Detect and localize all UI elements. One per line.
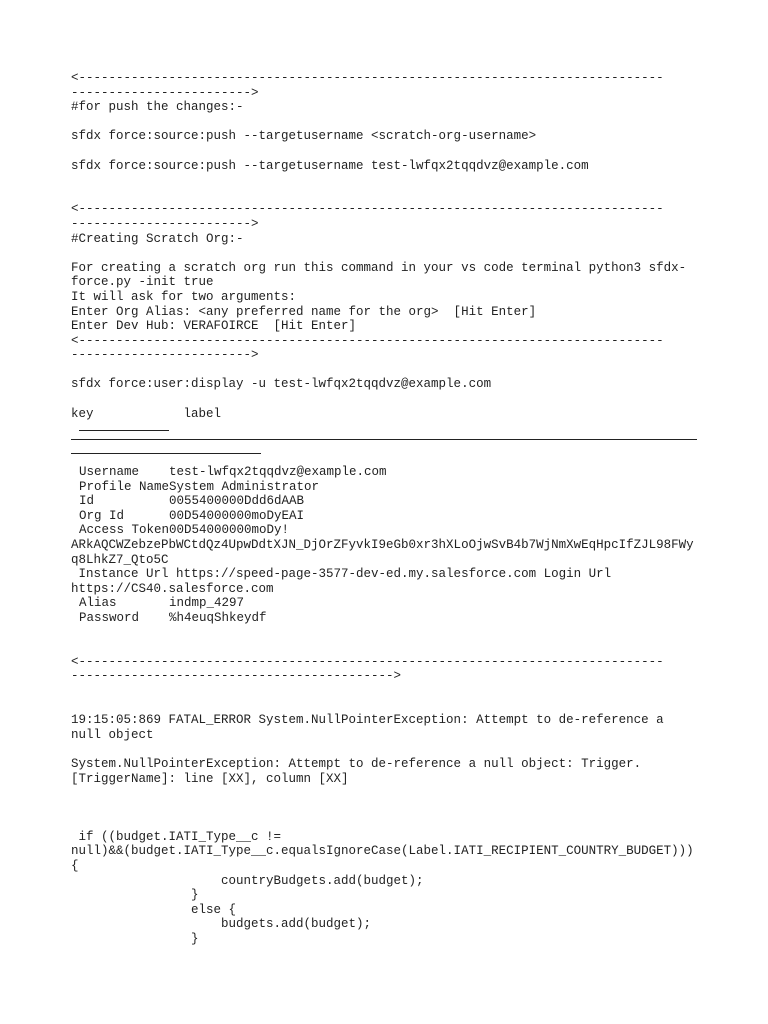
separator-line: ------------------------> [71,85,259,100]
separator-line: -------------------------------------------> [71,669,402,684]
row-value: test-lwfqx2tqqdvz@example.com [169,465,387,480]
error-log-line: null object [71,727,154,742]
scratch-description: force.py -init true [71,275,214,290]
error-log-line: System.NullPointerException: Attempt to de-reference a null object: Trigger. [71,756,642,771]
code-line: budgets.add(budget); [71,917,372,932]
scratch-description: It will ask for two arguments: [71,289,297,304]
code-line: null)&&(budget.IATI_Type__c.equalsIgnoreCase(Label.IATI_RECIPIENT_COUNTRY_BUDGET))) [71,844,694,859]
row-key: Password [79,610,140,625]
table-rule [71,450,701,465]
table-row [71,465,701,480]
row-value: indmp_4297 [169,596,245,611]
document-page [71,71,701,947]
table-row [71,494,701,509]
scratch-description: Enter Org Alias: <any preferred name for the org> [Hit Enter] [71,304,537,319]
code-line: countryBudgets.add(budget); [71,873,424,888]
scratch-description: Enter Dev Hub: VERAFOIRCE [Hit Enter] [71,319,357,334]
instance-url-line: Instance Url https://speed-page-3577-dev-ed.my.salesforce.com Login Url [71,567,612,582]
table-row [71,509,701,524]
separator-line: <------------------------------------------------------------------------------ [71,71,664,85]
row-key: Id [79,494,95,509]
row-key: Access Token [79,523,170,538]
login-url-continuation: https://CS40.salesforce.com [71,581,274,596]
code-line: else { [71,902,237,917]
row-key: Alias [79,596,117,611]
row-key: Org Id [79,508,125,523]
token-continuation: ARkAQCWZebzePbWCtdQz4UpwDdtXJN_DjOrZFyvkI9eGb0xr3hXLoOjwSvB4b7WjNmXwEqHpcIfZJL98FWy [71,538,694,552]
scratch-description: For creating a scratch org run this command in your vs code terminal python3 sfdx- [71,260,687,275]
row-value: System Administrator [169,479,320,494]
table-row [71,523,701,538]
push-command-template: sfdx force:source:push --targetusername <scratch-org-username> [71,129,537,144]
code-line: { [71,859,79,874]
separator-line: ------------------------> [71,348,259,363]
push-heading: #for push the changes:- [71,100,244,115]
code-line: } [71,888,199,903]
row-value: 00D54000000moDy! [169,523,290,538]
code-line: } [71,932,199,947]
table-row [71,611,701,626]
display-table-header: key label [71,406,222,421]
row-value: 00D54000000moDyEAI [169,508,305,523]
row-value: 0055400000Ddd6dAAB [169,494,305,509]
table-row [71,480,701,495]
separator-line: ------------------------> [71,216,259,231]
error-log-line: [TriggerName]: line [XX], column [XX] [71,771,349,786]
scratch-heading: #Creating Scratch Org:- [71,231,244,246]
row-value: %h4euqShkeydf [169,610,267,625]
code-line: if ((budget.IATI_Type__c != [71,829,282,844]
table-row [71,596,701,611]
row-key: Username [79,465,140,480]
display-command: sfdx force:user:display -u test-lwfqx2tqqdvz@example.com [71,377,492,392]
separator-line: <------------------------------------------------------------------------------ [71,333,664,348]
push-command-example: sfdx force:source:push --targetusername test-lwfqx2tqqdvz@example.com [71,158,589,173]
token-continuation: q8LhkZ7_Qto5C [71,552,169,567]
header-underline [71,421,701,436]
table-rule [71,436,701,451]
separator-line: <------------------------------------------------------------------------------ [71,654,664,669]
error-log-line: 19:15:05:869 FATAL_ERROR System.NullPointerException: Attempt to de-reference a [71,713,664,728]
row-key: Profile Name [79,479,170,494]
separator-line: <------------------------------------------------------------------------------ [71,202,664,217]
